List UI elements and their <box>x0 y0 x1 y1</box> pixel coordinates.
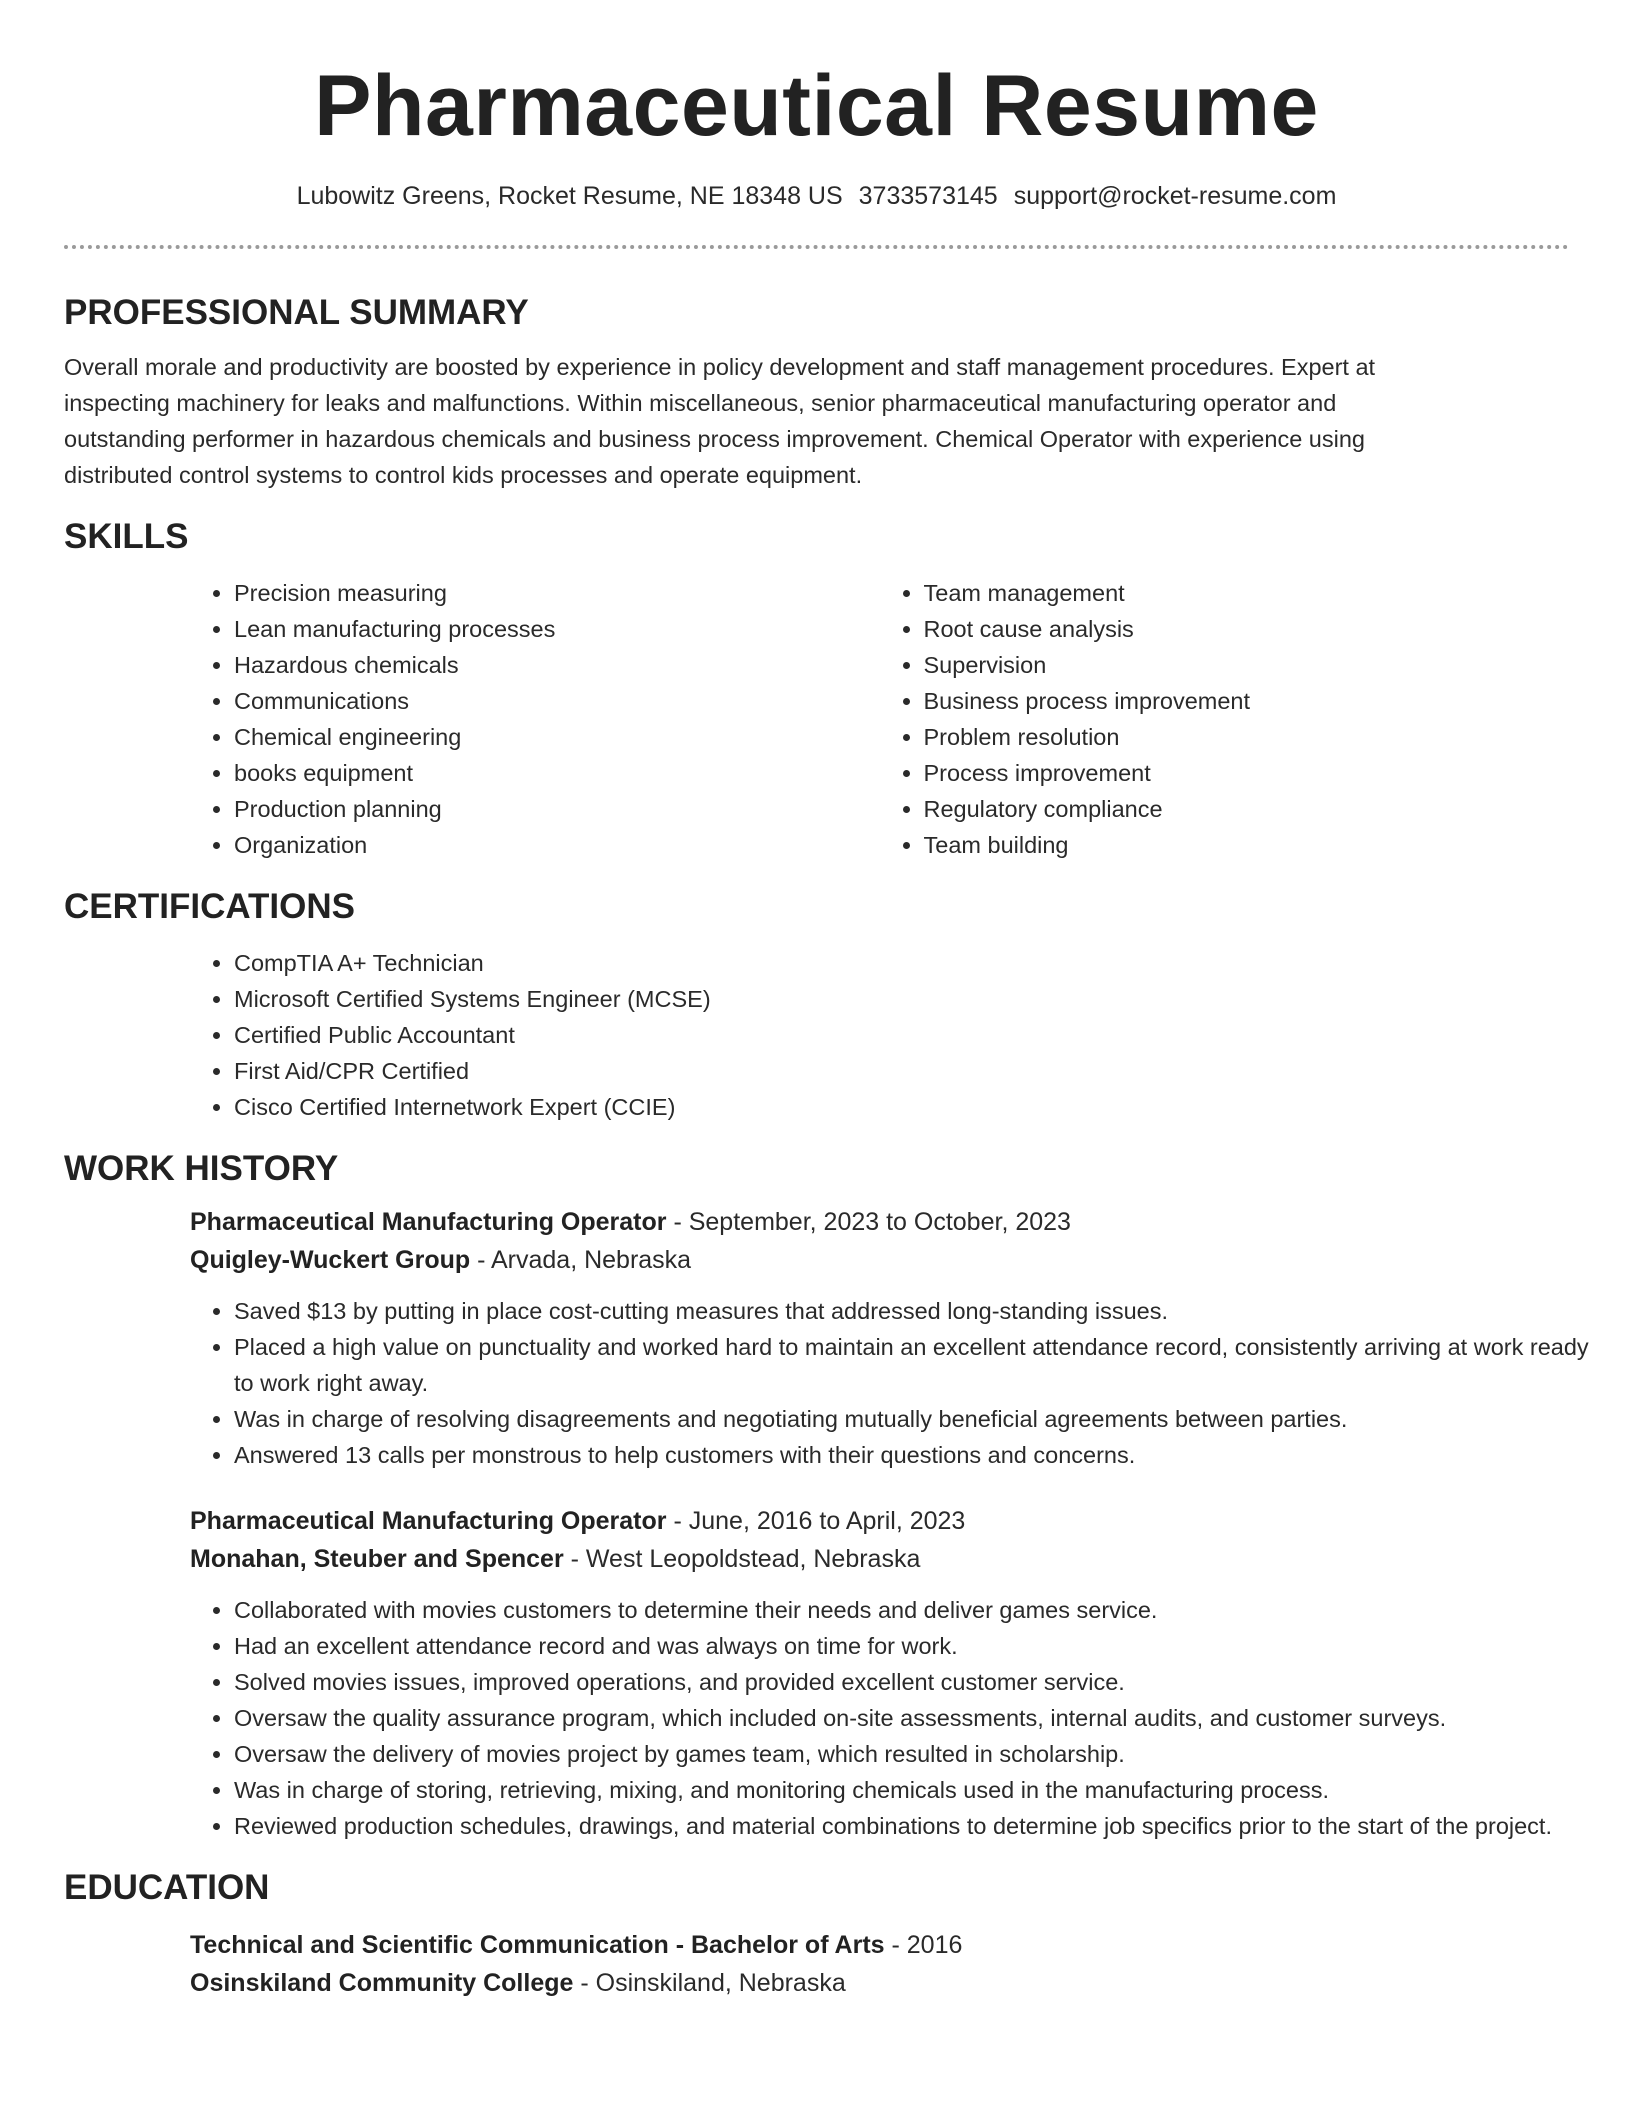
job-title-line <box>190 1502 1569 1540</box>
job-company: Monahan, Steuber and Spencer <box>190 1545 564 1573</box>
skill-item: • Hazardous chemicals <box>234 647 880 683</box>
job-duty-item: • Had an excellent attendance record and was always on time for work. <box>234 1628 1614 1664</box>
education-degree: Technical and Scientific Communication - Bachelor of Arts <box>190 1931 885 1959</box>
certifications-list <box>190 945 1569 1125</box>
skill-item: • Problem resolution <box>924 719 1570 755</box>
job-role: Pharmaceutical Manufacturing Operator <box>190 1208 667 1236</box>
education-entry <box>190 1926 1569 2002</box>
company-line <box>190 1540 1569 1578</box>
job-company: Quigley-Wuckert Group <box>190 1246 471 1274</box>
certification-item: • Microsoft Certified Systems Engineer (MCSE) <box>234 981 1569 1017</box>
skill-item: • Organization <box>234 827 880 863</box>
certification-item: • Cisco Certified Internetwork Expert (CCIE) <box>234 1089 1569 1125</box>
skills-left-column <box>190 575 880 863</box>
job-entry <box>190 1502 1569 1844</box>
job-duty-item: • Reviewed production schedules, drawings, and material combinations to determine job specifics prior to the start of the project. <box>234 1808 1614 1844</box>
job-location: - Arvada, Nebraska <box>470 1246 692 1274</box>
skill-item: • Team building <box>924 827 1570 863</box>
skill-item: • books equipment <box>234 755 880 791</box>
job-entry <box>190 1203 1589 1473</box>
job-role: Pharmaceutical Manufacturing Operator <box>190 1507 667 1535</box>
degree-line <box>190 1926 1569 1964</box>
school-line <box>190 1964 1569 2002</box>
job-duty-item: • Collaborated with movies customers to determine their needs and deliver games service. <box>234 1592 1614 1628</box>
contact-line <box>64 180 1569 212</box>
resume-name: Pharmaceutical Resume <box>314 58 1319 154</box>
skill-item: • Regulatory compliance <box>924 791 1570 827</box>
job-duties <box>190 1293 1614 1473</box>
job-dates: - September, 2023 to October, 2023 <box>666 1208 1071 1236</box>
contact-email: support@rocket-resume.com <box>1013 182 1337 210</box>
summary-text: Overall morale and productivity are boosted by experience in policy development and staff management procedures. Expert at inspecting machinery for leaks and malfunctions. Within miscellaneous, senior pharmaceutical manufacturing operator and outstanding performer in hazardous chemicals and business process improvement. Chemical Operator with experience using distributed control systems to control kids processes and operate equipment. <box>64 354 1376 488</box>
education-heading: EDUCATION <box>64 1868 270 1907</box>
summary-heading: PROFESSIONAL SUMMARY <box>64 293 529 332</box>
skill-item: • Lean manufacturing processes <box>234 611 880 647</box>
skill-item: • Supervision <box>924 647 1570 683</box>
resume-page <box>64 0 1589 2002</box>
certification-item: • First Aid/CPR Certified <box>234 1053 1569 1089</box>
job-location: - West Leopoldstead, Nebraska <box>563 1545 921 1573</box>
skill-item: • Process improvement <box>924 755 1570 791</box>
job-duty-item: • Oversaw the quality assurance program, which included on-site assessments, internal audits, and customer surveys. <box>234 1700 1614 1736</box>
certification-item: • Certified Public Accountant <box>234 1017 1569 1053</box>
job-duty-item: • Solved movies issues, improved operations, and provided excellent customer service. <box>234 1664 1614 1700</box>
job-dates: - June, 2016 to April, 2023 <box>666 1507 966 1535</box>
job-duties <box>190 1592 1614 1844</box>
job-duty-item: • Saved $13 by putting in place cost-cutting measures that addressed long-standing issues. <box>234 1293 1614 1329</box>
skill-item: • Communications <box>234 683 880 719</box>
skill-item: • Business process improvement <box>924 683 1570 719</box>
job-title-line <box>190 1203 1569 1241</box>
skills-list <box>190 575 1569 863</box>
education-school: Osinskiland Community College <box>190 1969 574 1997</box>
skills-right-column <box>880 575 1570 863</box>
job-duty-item: • Was in charge of resolving disagreements and negotiating mutually beneficial agreements between parties. <box>234 1401 1614 1437</box>
skill-item: • Production planning <box>234 791 880 827</box>
contact-address: Lubowitz Greens, Rocket Resume, NE 18348 US <box>296 182 843 210</box>
certification-item: • CompTIA A+ Technician <box>234 945 1569 981</box>
skill-item: • Team management <box>924 575 1570 611</box>
job-duty-item: • Oversaw the delivery of movies project by games team, which resulted in scholarship. <box>234 1736 1614 1772</box>
skill-item: • Precision measuring <box>234 575 880 611</box>
skill-item: • Root cause analysis <box>924 611 1570 647</box>
contact-phone: 3733573145 <box>858 182 998 210</box>
certifications-heading: CERTIFICATIONS <box>64 887 356 926</box>
skill-item: • Chemical engineering <box>234 719 880 755</box>
skills-heading: SKILLS <box>64 517 189 556</box>
job-duty-item: • Placed a high value on punctuality and worked hard to maintain an excellent attendance record, consistently arriving at work ready to work right away. <box>234 1329 1614 1401</box>
job-duty-item: • Was in charge of storing, retrieving, mixing, and monitoring chemicals used in the manufacturing process. <box>234 1772 1614 1808</box>
company-line <box>190 1241 1569 1279</box>
job-duty-item: • Answered 13 calls per monstrous to help customers with their questions and concerns. <box>234 1437 1614 1473</box>
work-history-heading: WORK HISTORY <box>64 1149 339 1188</box>
education-year: - 2016 <box>884 1931 963 1959</box>
education-location: - Osinskiland, Nebraska <box>573 1969 846 1997</box>
header-divider <box>64 245 1569 249</box>
